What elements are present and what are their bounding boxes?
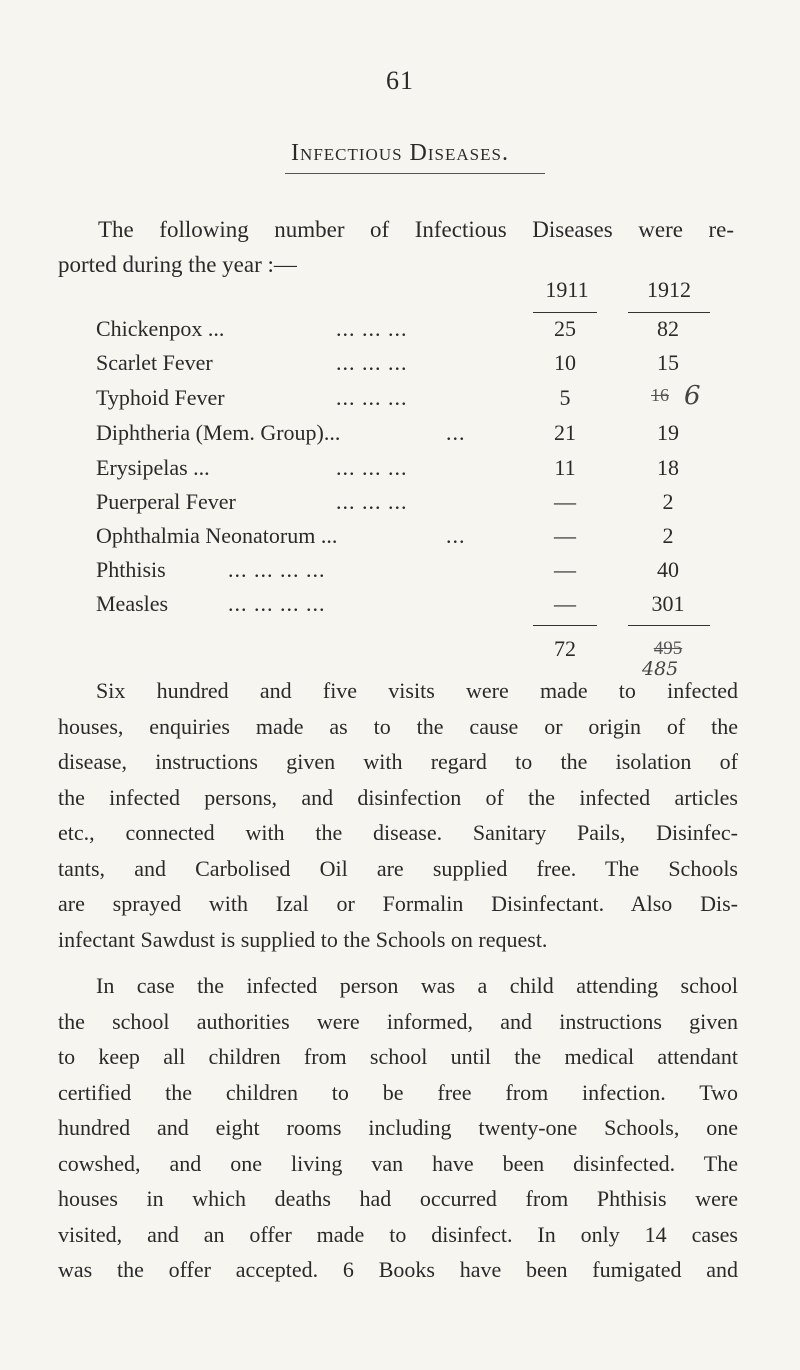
paragraph-line: was the offer accepted. 6 Books have been fumigated and [58,1257,738,1282]
leader-dots: ... ... ... [336,489,408,514]
column-header-1912: 1912 [647,277,691,302]
paragraph-line: certified the children to be free from infection. Two [58,1079,738,1105]
leader-dots: ... ... ... ... [228,557,326,582]
column-header-1911: 1911 [545,277,589,302]
handwritten-correction: 6 [684,381,701,411]
row-label [96,489,526,515]
leader-dots: ... ... ... ... [228,591,326,616]
paragraph-visits [58,673,738,957]
disease-name: Puerperal Fever [96,489,236,514]
paragraph-line: the infected persons, and disinfection of the infected articles [58,784,738,810]
value-1911: 11 [554,455,576,480]
paragraph-line: hundred and eight rooms including twenty-one Schools, one [58,1115,738,1140]
value-1911: 5 [559,385,571,410]
row-label [96,420,526,446]
value-1911: 10 [554,350,576,375]
paragraph-school-cases [58,968,738,1288]
total-rule-1911 [533,625,597,626]
value-1912-struck: 16 [651,385,669,405]
leader-dots: ... ... ... [336,350,408,375]
value-1911: — [554,591,576,616]
value-1911: — [554,489,576,514]
value-1912: 40 [657,557,679,582]
total-1912-struck: 495 [653,638,683,659]
paragraph-line: the school authorities were informed, and instructions given [58,1008,738,1034]
disease-name: Diphtheria (Mem. Group)... [96,420,341,445]
row-label [96,591,526,617]
leader-dots: ... [446,420,466,445]
value-1911: 21 [554,420,576,445]
paragraph-line: cowshed, and one living van have been disinfected. The [58,1150,738,1176]
value-1912: 15 [657,350,679,375]
row-label [96,316,526,342]
value-1912: 301 [651,591,685,616]
row-label [96,385,526,411]
value-1912: 18 [657,455,679,480]
paragraph-line: visited, and an offer made to disinfect. In only 14 cases [58,1221,738,1247]
disease-name: Typhoid Fever [96,385,225,410]
paragraph-line: Six hundred and five visits were made to infected [96,678,738,703]
value-1912: 2 [662,523,674,548]
total-1911: 72 [554,636,576,661]
value-1911: 25 [554,316,576,341]
value-1911: — [554,557,576,582]
row-label [96,557,526,583]
row-label [96,350,526,376]
disease-name: Scarlet Fever [96,350,213,375]
paragraph-line: etc., connected with the disease. Sanitary Pails, Disinfec- [58,820,738,845]
paragraph-line: tants, and Carbolised Oil are supplied free. The Schools [58,855,738,881]
value-1912: 19 [657,420,679,445]
value-1912: 82 [657,316,679,341]
intro-line-2: ported during the year :— [58,252,297,277]
disease-name: Erysipelas ... [96,455,210,480]
paragraph-line: are sprayed with Izal or Formalin Disinfectant. Also Dis- [58,891,738,916]
paragraph-line: houses, enquiries made as to the cause or origin of the [58,713,738,739]
column-rule-1911 [533,312,597,313]
section-heading: Infectious Diseases. [291,140,509,166]
total-rule-1912 [628,625,710,626]
disease-name: Phthisis [96,557,166,582]
intro-line-1: The following number of Infectious Diseases were re- [98,217,734,242]
leader-dots: ... [446,523,466,548]
paragraph-line: to keep all children from school until the medical attendant [58,1044,738,1069]
paragraph-line: disease, instructions given with regard to the isolation of [58,749,738,774]
row-label [96,523,526,549]
disease-name: Chickenpox ... [96,316,225,341]
leader-dots: ... ... ... [336,385,408,410]
value-1911: — [554,523,576,548]
paragraph-line: houses in which deaths had occurred from Phthisis were [58,1186,738,1211]
disease-name: Measles [96,591,169,616]
row-label [96,455,526,481]
leader-dots: ... ... ... [336,316,408,341]
disease-name: Ophthalmia Neonatorum ... [96,523,338,548]
paragraph-line: infectant Sawdust is supplied to the Schools on request. [58,926,548,952]
page-number: 61 [386,66,414,95]
handwritten-total-correction: 485 [642,658,679,680]
value-1912: 2 [662,489,674,514]
paragraph-line: In case the infected person was a child attending school [96,973,738,998]
column-rule-1912 [628,312,710,313]
leader-dots: ... ... ... [336,455,408,480]
